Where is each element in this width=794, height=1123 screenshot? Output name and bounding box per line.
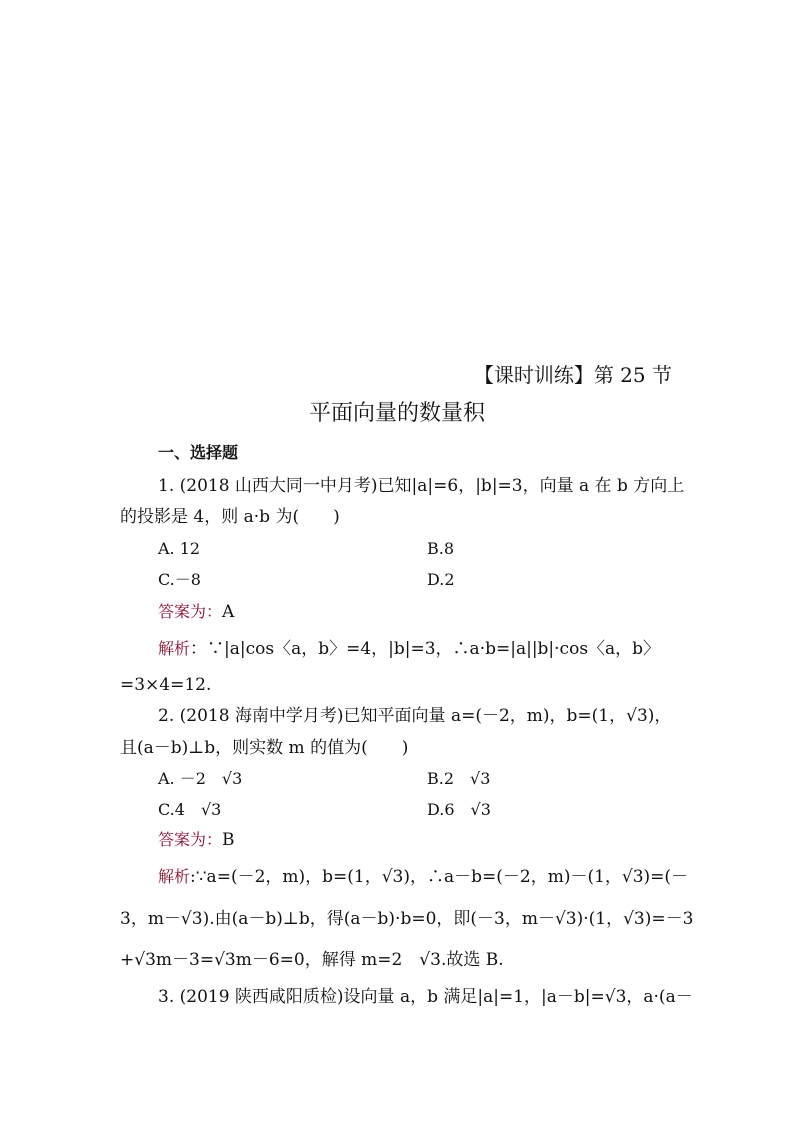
q3-stem-line1: 3. (2019 陕西咸阳质检)设向量 a，b 满足|a|=1，|a－b|=√3，a·(a－	[158, 987, 693, 1007]
answer-value: B	[222, 830, 235, 850]
section-heading: 一、选择题	[158, 443, 239, 462]
q1-option-b: B.8	[427, 539, 455, 558]
q2-option-a: A. －2 √3	[158, 769, 243, 788]
analysis-label: 解析	[158, 639, 191, 658]
q2-stem-line2: 且(a－b)⊥b，则实数 m 的值为( )	[120, 738, 409, 758]
q1-answer	[158, 601, 234, 623]
q2-option-c: C.4 √3	[158, 800, 222, 819]
q1-option-c: C.－8	[158, 570, 201, 589]
answer-value: A	[222, 602, 235, 622]
q1-analysis-line1	[158, 638, 660, 660]
analysis-label: 解析	[158, 867, 191, 886]
q2-stem-line1: 2. (2018 海南中学月考)已知平面向量 a=(－2，m)，b=(1，√3)，	[158, 706, 672, 726]
q1-stem-line2: 的投影是 4，则 a·b 为( )	[120, 507, 340, 527]
q1-stem-line1: 1. (2018 山西大同一中月考)已知|a|=6，|b|=3，向量 a 在 b 方向上	[158, 476, 685, 496]
q2-analysis-line1	[158, 866, 688, 888]
analysis-text: :∵a=(－2，m)，b=(1，√3)，∴a－b=(－2，m)－(1，√3)=(－	[190, 867, 689, 887]
lesson-header: 【课时训练】第 25 节	[473, 363, 672, 387]
page-title: 平面向量的数量积	[308, 401, 485, 426]
answer-label: 答案为：	[158, 830, 223, 849]
answer-label: 答案为：	[158, 602, 223, 621]
q2-option-d: D.6 √3	[427, 800, 491, 819]
q2-analysis-line3: +√3m－3=√3m－6=0，解得 m=2 √3.故选 B.	[120, 950, 504, 970]
q2-analysis-line2: 3，m－√3).由(a－b)⊥b，得(a－b)·b=0，即(－3，m－√3)·(1，√3)=－3	[120, 909, 694, 929]
analysis-text: ：∵|a|cos〈a，b〉=4，|b|=3，∴a·b=|a||b|·cos〈a，b〉	[190, 639, 661, 659]
q1-option-a: A. 12	[158, 539, 201, 558]
q2-option-b: B.2 √3	[427, 769, 491, 788]
q1-analysis-line2: =3×4=12.	[120, 675, 212, 695]
q1-option-d: D.2	[427, 570, 455, 589]
q2-answer	[158, 829, 235, 851]
